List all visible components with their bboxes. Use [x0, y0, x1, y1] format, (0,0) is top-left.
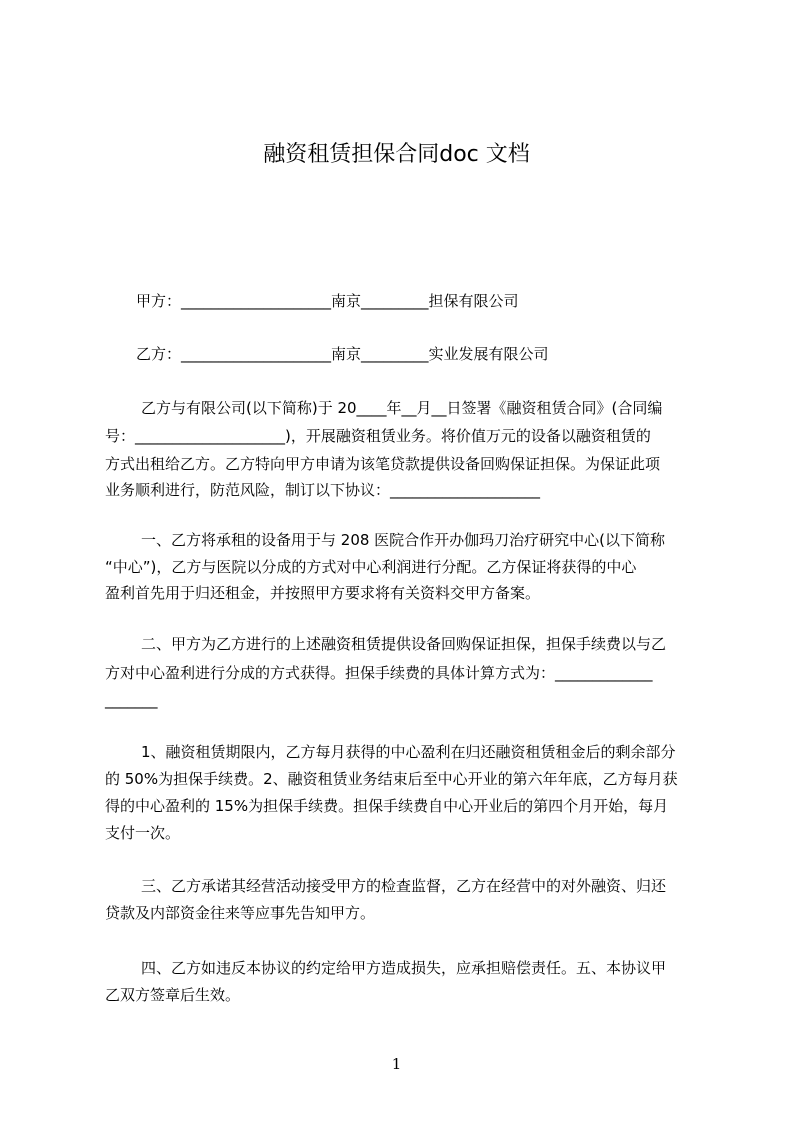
clause-three-line-1: 三、乙方承诺其经营活动接受甲方的检查监督，乙方在经营中的对外融资、归还 — [141, 877, 667, 895]
clause-three-line-2: 贷款及内部资金往来等应事先告知甲方。 — [105, 904, 376, 922]
document-title: 融资租赁担保合同doc 文档 — [263, 142, 530, 167]
intro-line-4: 业务顺利进行，防范风险，制订以下协议：____________________ — [105, 481, 541, 499]
fee-rule-line-4: 支付一次。 — [105, 824, 181, 842]
clause-four-five-line-1: 四、乙方如违反本协议的约定给甲方造成损失，应承担赔偿责任。五、本协议甲 — [141, 959, 667, 977]
party-b-line: 乙方：____________________南京_________实业发展有限公司 — [136, 345, 549, 363]
fee-rule-line-1: 1、融资租赁期限内，乙方每月获得的中心盈利在归还融资租赁租金后的剩余部分 — [141, 743, 676, 761]
intro-line-3: 方式出租给乙方。乙方特向甲方申请为该笔贷款提供设备回购保证担保。为保证此项 — [105, 455, 661, 473]
clause-one-line-3: 盈利首先用于归还租金，并按照甲方要求将有关资料交甲方备案。 — [105, 584, 541, 602]
intro-line-1: 乙方与有限公司(以下简称)于 20____年__月__日签署《融资租赁合同》(合同编 — [141, 399, 663, 417]
fee-rule-line-2: 的 50%为担保手续费。2、融资租赁业务结束后至中心开业的第六年年底，乙方每月获 — [105, 770, 678, 788]
party-a-line: 甲方：____________________南京_________担保有限公司 — [136, 292, 519, 310]
clause-two-line-3: _______ — [105, 691, 158, 709]
fee-rule-line-3: 得的中心盈利的 15%为担保手续费。担保手续费自中心开业后的第四个月开始，每月 — [105, 797, 669, 815]
intro-line-2: 号：____________________)，开展融资租赁业务。将价值万元的设备以融资租赁的 — [105, 427, 651, 445]
clause-two-line-2: 方对中心盈利进行分成的方式获得。担保手续费的具体计算方式为：_____________ — [105, 664, 653, 682]
page-number: 1 — [391, 1055, 402, 1073]
clause-one-line-2: “中心”)，乙方与医院以分成的方式对中心利润进行分配。乙方保证将获得的中心 — [105, 558, 637, 576]
clause-one-line-1: 一、乙方将承租的设备用于与 208 医院合作开办伽玛刀治疗研究中心(以下简称 — [141, 531, 666, 549]
clause-two-line-1: 二、甲方为乙方进行的上述融资租赁提供设备回购保证担保，担保手续费以与乙 — [141, 635, 667, 653]
clause-four-five-line-2: 乙双方签章后生效。 — [105, 986, 241, 1004]
